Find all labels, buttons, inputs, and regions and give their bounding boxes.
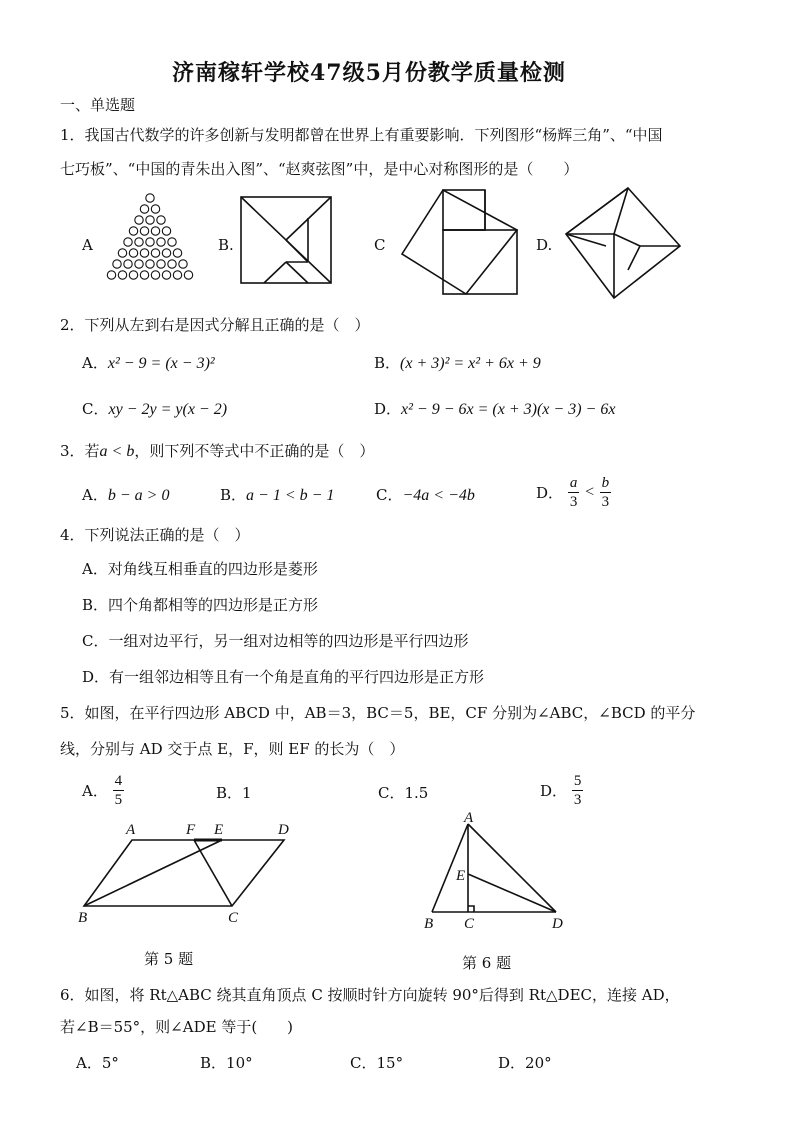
q2-option-d[interactable] (374, 398, 615, 419)
q3-option-b-expr: a − 1 < b − 1 (246, 487, 335, 504)
q3-stem (60, 440, 374, 461)
fig5-label-f: F (186, 822, 196, 838)
fig6-caption: 第 6 题 (462, 954, 512, 972)
q3-stem-suffix: ，则下列不等式中不正确的是（ ） (134, 442, 375, 460)
triangle-dot (151, 227, 159, 235)
triangle-dot (168, 260, 176, 268)
q5-option-d-label: D． (540, 782, 568, 800)
triangle-dot (173, 249, 181, 257)
q3-option-d-op: < (584, 483, 595, 501)
q2-option-b-label: B． (374, 354, 401, 372)
section-heading: 一、单选题 (60, 96, 136, 114)
q1-option-c-label: C (374, 236, 386, 254)
fig5-label-b: B (78, 910, 88, 926)
triangle-dot (135, 216, 143, 224)
q3-option-d-label: D． (536, 484, 564, 502)
q3-option-b[interactable] (220, 484, 334, 505)
triangle-dot (146, 194, 154, 202)
frac-numerator: 5 (573, 773, 582, 789)
triangle-dot (129, 227, 137, 235)
triangle-dot (107, 271, 115, 279)
q2-option-d-expr: x² − 9 − 6x = (x + 3)(x − 3) − 6x (401, 401, 616, 418)
q5-parallelogram-figure (74, 818, 314, 928)
q5-option-d[interactable] (540, 772, 583, 809)
triangle-dot (146, 216, 154, 224)
frac-numerator: 4 (114, 773, 123, 789)
frac-denominator: 5 (114, 792, 123, 808)
q2-option-a-label: A． (82, 354, 108, 372)
q1-stem-line2: 七巧板”、“中国的青朱出入图”、“赵爽弦图”中，是中心对称图形的是（ ） (60, 160, 579, 178)
q2-option-a[interactable] (82, 352, 215, 373)
q3-option-d[interactable] (536, 474, 611, 511)
yanghui-triangle-figure (100, 190, 200, 290)
q6-option-b[interactable]: B．10° (200, 1054, 253, 1072)
fig6-label-b: B (424, 916, 434, 932)
fig5-label-a: A (126, 822, 136, 838)
q1-stem-line1: 1．我国古代数学的许多创新与发明都曾在世界上有重要影响．下列图形“杨辉三角”、“中国 (60, 126, 663, 144)
fig6-label-d: D (552, 916, 563, 932)
page-title: 济南稼轩学校47级5月份教学质量检测 (172, 60, 566, 86)
triangle-dot (135, 238, 143, 246)
fig6-label-c: C (464, 916, 475, 932)
q4-stem: 4．下列说法正确的是（ ） (60, 526, 250, 544)
fig5-label-c: C (228, 910, 239, 926)
q5-option-a-frac (113, 772, 125, 809)
q3-option-b-label: B． (220, 486, 247, 504)
fig6-label-a: A (464, 810, 474, 826)
q3-option-d-frac2 (600, 474, 612, 511)
q3-option-a-expr: b − a > 0 (107, 487, 170, 504)
frac-denominator: 3 (573, 792, 582, 808)
triangle-dot (157, 260, 165, 268)
triangle-dot (118, 249, 126, 257)
triangle-dot (124, 260, 132, 268)
q2-option-d-label: D． (374, 400, 402, 418)
q2-option-c-expr: xy − 2y = y(x − 2) (108, 401, 228, 418)
frac-numerator: a (569, 475, 578, 491)
triangle-dot (184, 271, 192, 279)
q3-option-a-label: A． (82, 486, 108, 504)
fig6-label-e: E (456, 868, 466, 884)
q4-option-d[interactable]: D．有一组邻边相等且有一个角是直角的平行四边形是正方形 (82, 668, 485, 686)
q2-option-c[interactable] (82, 398, 227, 419)
q3-stem-prefix: 3．若 (60, 442, 100, 460)
q5-option-d-frac (572, 772, 584, 809)
q5-option-a-label: A． (82, 782, 108, 800)
triangle-dot (140, 227, 148, 235)
q4-option-c[interactable]: C．一组对边平行，另一组对边相等的四边形是平行四边形 (82, 632, 469, 650)
qingzhu-chuoru-figure (398, 186, 528, 301)
q3-option-d-frac1 (568, 474, 580, 511)
q6-option-c[interactable]: C．15° (350, 1054, 404, 1072)
triangle-dot (151, 249, 159, 257)
triangle-dot (162, 249, 170, 257)
q6-option-d[interactable]: D．20° (498, 1054, 552, 1072)
q2-option-c-label: C． (82, 400, 109, 418)
frac-denominator: 3 (601, 494, 610, 510)
q6-triangle-figure (420, 810, 570, 944)
q3-option-c-label: C． (376, 486, 403, 504)
q5-option-a[interactable] (82, 772, 124, 809)
q6-stem-line2: 若∠B＝55°，则∠ADE 等于( ) (60, 1018, 294, 1036)
q2-option-a-expr: x² − 9 = (x − 3)² (107, 355, 215, 372)
triangle-dot (162, 227, 170, 235)
q5-stem-line2: 线，分别与 AD 交于点 E，F，则 EF 的长为（ ） (60, 740, 405, 758)
fig5-caption: 第 5 题 (144, 950, 194, 968)
triangle-dot (151, 271, 159, 279)
q5-option-b[interactable]: B．1 (216, 784, 252, 802)
q4-option-b[interactable]: B．四个角都相等的四边形是正方形 (82, 596, 319, 614)
q3-stem-condition: a < b (99, 443, 135, 460)
q3-option-c[interactable] (376, 484, 475, 505)
triangle-dot (124, 238, 132, 246)
triangle-dot (179, 260, 187, 268)
triangle-dot (129, 271, 137, 279)
frac-numerator: b (601, 475, 610, 491)
triangle-dot (140, 271, 148, 279)
triangle-dot (113, 260, 121, 268)
q6-option-a[interactable]: A．5° (76, 1054, 119, 1072)
q2-option-b-expr: (x + 3)² = x² + 6x + 9 (400, 355, 541, 372)
fig5-label-e: E (214, 822, 224, 838)
triangle-dot (140, 249, 148, 257)
q6-stem-line1: 6．如图，将 Rt△ABC 绕其直角顶点 C 按顺时针方向旋转 90°后得到 Rt△DEC，连接 AD， (60, 986, 680, 1004)
triangle-dot (135, 260, 143, 268)
q2-option-b[interactable] (374, 352, 541, 373)
q4-option-a[interactable]: A．对角线互相垂直的四边形是菱形 (82, 560, 318, 578)
triangle-dot (173, 271, 181, 279)
tangram-figure (240, 196, 340, 286)
q1-option-a-label: A (82, 236, 93, 254)
triangle-dot (118, 271, 126, 279)
triangle-dot (140, 205, 148, 213)
q3-option-a[interactable] (82, 484, 169, 505)
triangle-dot (151, 205, 159, 213)
triangle-dot (157, 216, 165, 224)
triangle-dot (146, 260, 154, 268)
triangle-dot (129, 249, 137, 257)
q5-option-c[interactable]: C．1.5 (378, 784, 429, 802)
q2-stem: 2．下列从左到右是因式分解且正确的是（ ） (60, 316, 370, 334)
triangle-dot (146, 238, 154, 246)
q1-option-d-label: D. (536, 236, 553, 254)
triangle-dot (157, 238, 165, 246)
frac-denominator: 3 (569, 494, 578, 510)
zhaoshuang-figure (562, 186, 682, 306)
q3-option-c-expr: −4a < −4b (402, 487, 475, 504)
triangle-dot (168, 238, 176, 246)
q5-stem-line1: 5．如图，在平行四边形 ABCD 中，AB＝3，BC＝5，BE，CF 分别为∠ABC，∠BCD 的平分 (60, 704, 696, 722)
q1-option-b-label: B. (218, 236, 234, 254)
triangle-dot (162, 271, 170, 279)
fig5-label-d: D (278, 822, 289, 838)
